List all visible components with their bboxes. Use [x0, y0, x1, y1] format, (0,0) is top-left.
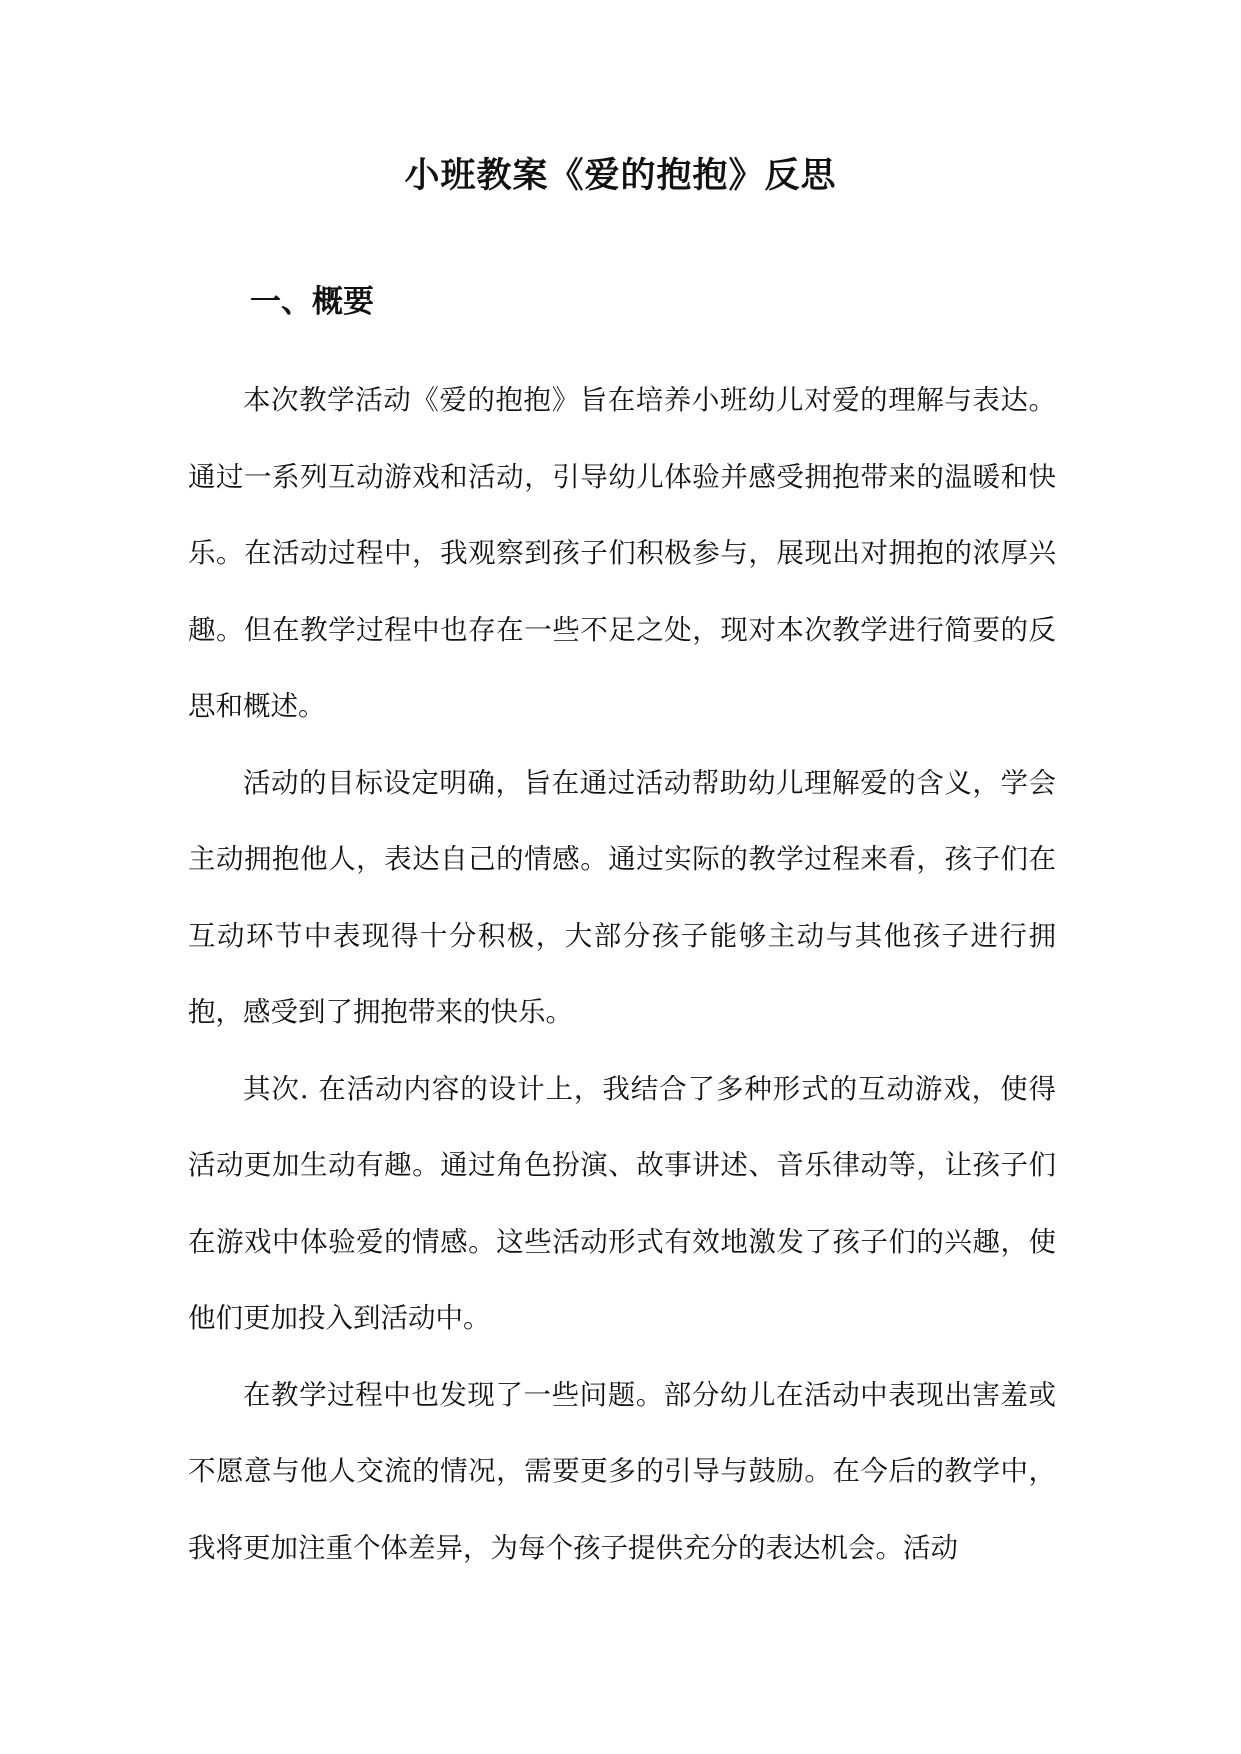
document-body [188, 362, 1056, 1586]
paragraph: 其次. 在活动内容的设计上，我结合了多种形式的互动游戏，使得活动更加生动有趣。通过角色扮演、故事讲述、音乐律动等，让孩子们在游戏中体验爱的情感。这些活动形式有效地激发了孩子们的兴趣，使他们更加投入到活动中。 [188, 1072, 1056, 1334]
paragraph: 本次教学活动《爱的抱抱》旨在培养小班幼儿对爱的理解与表达。通过一系列互动游戏和活动，引导幼儿体验并感受拥抱带来的温暖和快乐。在活动过程中，我观察到孩子们积极参与，展现出对拥抱的浓厚兴趣。但在教学过程中也存在一些不足之处，现对本次教学进行简要的反思和概述。 [188, 384, 1056, 722]
paragraph: 活动的目标设定明确，旨在通过活动帮助幼儿理解爱的含义，学会主动拥抱他人，表达自己的情感。通过实际的教学过程来看，孩子们在互动环节中表现得十分积极，大部分孩子能够主动与其他孩子进行拥抱，感受到了拥抱带来的快乐。 [188, 766, 1056, 1028]
paragraph: 在教学过程中也发现了一些问题。部分幼儿在活动中表现出害羞或不愿意与他人交流的情况，需要更多的引导与鼓励。在今后的教学中，我将更加注重个体差异，为每个孩子提供充分的表达机会。活动 [188, 1378, 1056, 1564]
section-heading: 一、概要 [250, 284, 374, 320]
document-title: 小班教案《爱的抱抱》反思 [404, 155, 837, 196]
